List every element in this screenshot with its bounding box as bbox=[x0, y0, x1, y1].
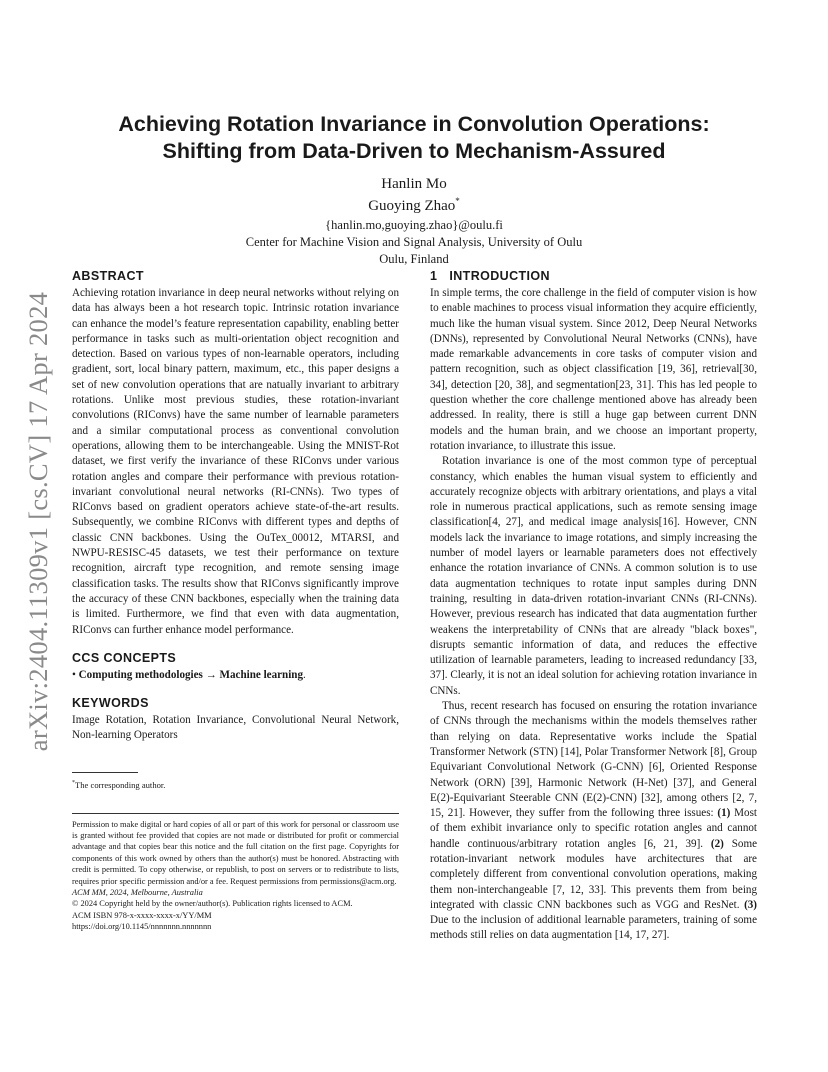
ccs-heading: CCS CONCEPTS bbox=[72, 650, 177, 665]
abstract-text: Achieving rotation invariance in deep neural networks without relying on data has always been a hot research topic. Intrinsic rotation invariance can enhance the model’s feature representation capability, enabling better performance in tasks such as multi-orientation object recognition and detection. Based on various types of non-learnable operators, including gradient, sort, local binary pattern, maximum, etc., this paper designs a set of new convolution operations that are natually invariant to arbitrary rotations. Unlike most previous studies, these rotation-invariant convolutions (RIConvs) have the same number of learnable parameters and a similar computational process as conventional convolution operations, allowing them to be interchangeable. Using the MNIST-Rot dataset, we first verify the invariance of these RIConvs under various rotation angles and compare their performance with previous rotation-invariant convolutional neural networks (RI-CNNs). Two types of RIConvs based on gradient operators achieve state-of-the-art results. Subsequently, we combine RIConvs with different types and depths of classic CNN backbones. Using the OuTex_00012, MTARSI, and NWPU-RESISC-45 datasets, we test their performance on texture recognition, aircraft type recognition, and remote sensing image classification tasks. The results show that RIConvs significantly improve the accuracy of these CNN backbones, especially when the training data is limited. Furthermore, we find that even with data augmentation, RIConvs can further enhance model performance. bbox=[72, 287, 399, 636]
author-location: Oulu, Finland bbox=[379, 252, 449, 266]
intro-paragraph-3 bbox=[430, 699, 757, 944]
arxiv-identifier: arXiv:2404.11309v1 [cs.CV] 17 Apr 2024 bbox=[23, 291, 54, 751]
author-block bbox=[70, 173, 758, 268]
ccs-concept: Computing methodologies → Machine learning bbox=[78, 668, 304, 681]
keywords-heading: KEYWORDS bbox=[72, 696, 149, 711]
paper-title bbox=[70, 111, 758, 165]
right-column bbox=[430, 266, 757, 944]
author-email: {hanlin.mo,guoying.zhao}@oulu.fi bbox=[325, 218, 503, 232]
ccs-end: . bbox=[303, 668, 306, 681]
intro-paragraph-2: Rotation invariance is one of the most common type of perceptual constancy, which enables the human visual system to efficiently and accurately recognize objects with arbitrary orientations, and plays a vital role in numerous practical applications, such as remote sensing image classification[4, 27], and medical image analysis[16]. However, CNN models lack the invariance to image rotations, and simply increasing the number of model layers or learnable parameters does not effectively enhance the rotation invariance of CNNs. A common solution is to use data augmentation techniques to rotate input samples during DNN training, resulting in data-driven rotation-invariant CNNs (RI-CNNs). However, previous research has indicated that data augmentation further weakens the interpretability of CNNs that are already "black boxes", disrupts semantic information of data, and reduces the effective utilization of learnable parameters, leading to increased redundancy [33, 37]. Clearly, it is not an ideal solution for achieving rotation invariance in CNNs. bbox=[430, 455, 757, 697]
footnote-mark: * bbox=[72, 779, 75, 786]
author-affiliation: Center for Machine Vision and Signal Analysis, University of Oulu bbox=[245, 235, 583, 249]
ccs-bullet: • bbox=[72, 668, 76, 681]
introduction-heading bbox=[430, 266, 757, 286]
left-column bbox=[72, 266, 399, 933]
p3-issue-2: (2) bbox=[710, 837, 724, 850]
permission-notice: Permission to make digital or hard copies of all or part of this work for personal or classroom use is granted without fee provided that copies are not made or distributed for profit or commercial advantage and that copies bear this notice and the full citation on the first page. Copyrights for components of this work owned by others than the author(s) must be honored. Abstracting with credit is permitted. To copy otherwise, or republish, to post on servers or to redistribute to lists, requires prior specific permission and/or a fee. Request permissions from permissions@acm.org. bbox=[72, 819, 399, 886]
intro-paragraph-1: In simple terms, the core challenge in the field of computer vision is how to enable machines to process visual information they acquire efficiently, much like the human visual system. Since 2012, Deep Neural Networks (DNNs), represented by Convolutional Neural Networks (CNNs), have made remarkable advancements in core tasks of computer vision and pattern recognition, such as object classification [19, 36], retrieval[30, 34], detection [20, 38], and segmentation[23, 31]. This has led people to question whether the core challenge mentioned above has already been addressed. In reality, there is still a huge gap between current DNN models and the human brain, and we choose an important property, rotation invariance, to illustrate this issue. bbox=[430, 287, 757, 452]
arxiv-watermark bbox=[22, 286, 56, 756]
author-2: Guoying Zhao bbox=[368, 198, 456, 214]
p3-part-c: Most of them exhibit invariance only to specific rotation angles and cannot handle continuous/arbitrary rotation angles [6, 21, 39]. bbox=[430, 807, 757, 850]
author-2-line bbox=[70, 195, 758, 217]
section-title: INTRODUCTION bbox=[449, 269, 550, 283]
footnote-rule bbox=[72, 772, 138, 773]
doi-link[interactable]: https://doi.org/10.1145/nnnnnnn.nnnnnnn bbox=[72, 922, 212, 932]
corresponding-mark: * bbox=[455, 196, 460, 206]
p3-issue-3: (3) bbox=[744, 898, 757, 911]
p3-part-d: Some rotation-invariant network modules have architectures that are completely different from conventional convolution operations, making them non-interchangeable [7, 12, 33]. This prevents them from being integrated with classic CNN backbones such as VGG and ResNet. bbox=[430, 837, 758, 911]
p3-issue-1: (1) bbox=[717, 807, 731, 820]
venue-text: ACM MM, 2024, Melbourne, Australia bbox=[72, 888, 203, 898]
author-1: Hanlin Mo bbox=[381, 176, 447, 192]
isbn-line: ACM ISBN 978-x-xxxx-xxxx-x/YY/MM bbox=[72, 910, 212, 920]
conference-venue bbox=[72, 887, 399, 898]
p3-part-e: Due to the inclusion of additional learnable parameters, training of some methods still relies on data augmentation [14, 17, 27]. bbox=[430, 914, 757, 942]
copyright-line: © 2024 Copyright held by the owner/author(s). Publication rights licensed to ACM. bbox=[72, 899, 353, 909]
title-line-2: Shifting from Data-Driven to Mechanism-Assured bbox=[162, 139, 666, 163]
keywords-text: Image Rotation, Rotation Invariance, Convolutional Neural Network, Non-learning Operators bbox=[72, 714, 399, 742]
footnote bbox=[72, 777, 399, 791]
section-number: 1 bbox=[430, 269, 438, 283]
p3-part-a: Thus, recent research has focused on ensuring the rotation invariance of CNNs through the mechanisms within the models themselves rather than relying on data. Representative works include the Spatial Transformer Network (STN) [14], Polar Transformer Network [8], Group Equivariant Convolutional Network (G-CNN) [6], Oriented Response Network (ORN) [39], Harmonic Network (H-Net) [37], and General E(2)-Equivariant Steerable CNN (E(2)-CNN) [32], among others [2, 7, 15, 21]. However, they suffer from the following three issues: bbox=[430, 700, 757, 820]
title-line-1: Achieving Rotation Invariance in Convolution Operations: bbox=[118, 112, 710, 136]
ccs-concept-line bbox=[72, 668, 399, 683]
footnote-text: The corresponding author. bbox=[75, 779, 166, 790]
abstract-heading: ABSTRACT bbox=[72, 269, 144, 283]
